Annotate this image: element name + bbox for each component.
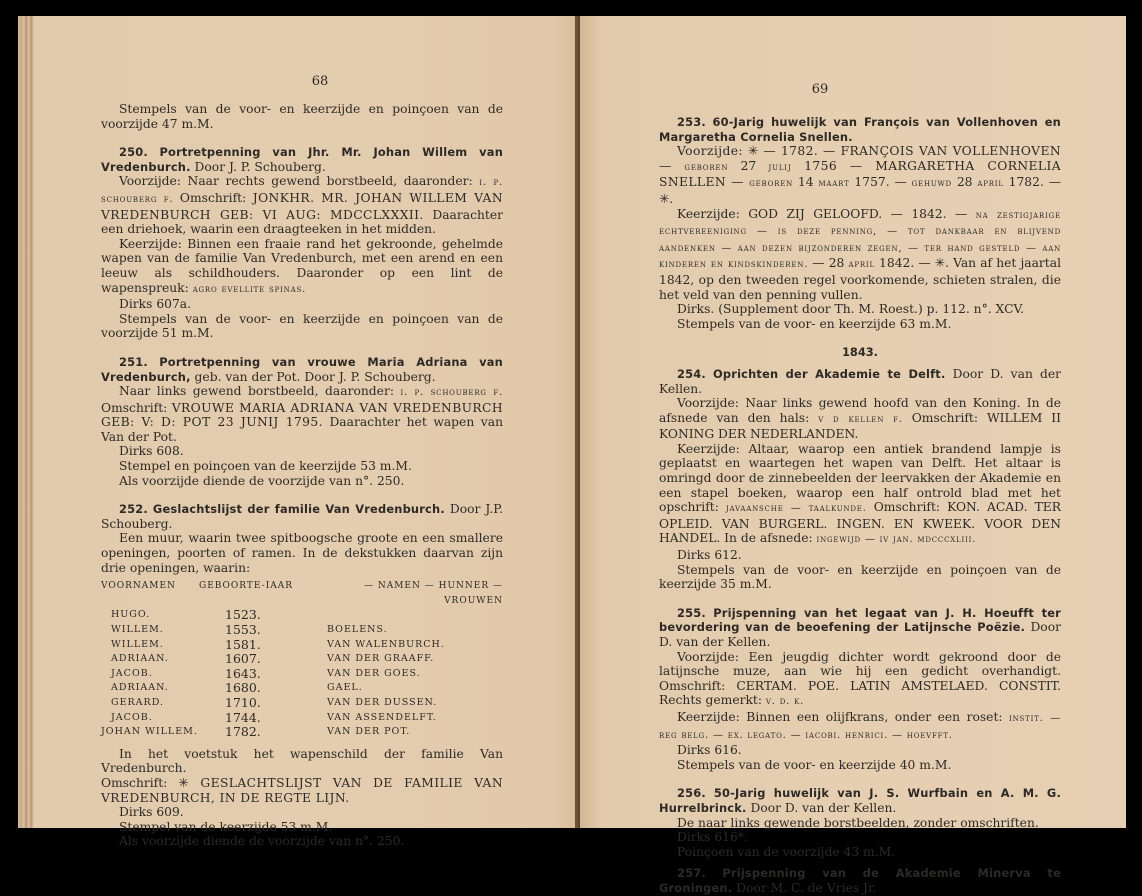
entry-number: 252. bbox=[119, 502, 148, 517]
entry-author: Door M. C. de Vries Jr. bbox=[736, 880, 877, 895]
entry-title: Portretpenning van vrouwe Maria Adriana van Vredenburch, bbox=[101, 354, 503, 384]
header-geboorte-jaar: GEBOORTE-IAAR bbox=[199, 581, 294, 592]
cell-year: 1680. bbox=[225, 680, 261, 696]
stempels-note: Stempels van de voor- en keerzijde 63 m.M. bbox=[677, 316, 952, 331]
genealogy-table bbox=[101, 579, 503, 740]
voorzijde-note: Als voorzijde diende de voorzijde van n°. 250. bbox=[119, 834, 405, 849]
cell-year: 1744. bbox=[225, 709, 261, 725]
entry-title: Prijspenning van het legaat van J. H. Hoeufft ter bevordering van de beoefening der Latijnsche Poëzie. bbox=[659, 605, 1061, 635]
table-row bbox=[101, 725, 503, 740]
entry-title: Prijspenning van de Akademie Minerva te Groningen. bbox=[659, 866, 1061, 895]
entry-255 bbox=[659, 606, 1061, 773]
cell-wife: VAN WALENBURCH. bbox=[327, 638, 445, 650]
table-row bbox=[101, 638, 503, 653]
entry-title: 50-Jarig huwelijk van J. S. Wurfbain en A. M. G. Hurrelbrinck. bbox=[659, 786, 1061, 815]
dirks-reference: Dirks 607a. bbox=[119, 297, 192, 312]
entry-author: Door D. van der Kellen. bbox=[659, 366, 1061, 396]
cell-year: 1710. bbox=[225, 694, 261, 710]
keerzijde-paragraph: Keerzijde: Binnen een fraaie rand het gekroonde, gehelmde wapen van de familie Van Vredenburch, met een arend en een leeuw als schildhouders. Daaronder op een lint de wapenspreuk: agro evellite spinas. bbox=[101, 236, 503, 295]
cell-wife: VAN DER GOES. bbox=[327, 667, 421, 679]
keerzijde-paragraph: Keerzijde: Binnen een olijfkrans, onder een roset: instit. — reg belg. — ex. legato. — iacobi. henrici. — hoevfft. bbox=[659, 709, 1061, 741]
cell-name: WILLEM. bbox=[111, 638, 164, 650]
cell-name: GERARD. bbox=[111, 696, 164, 708]
entry-author: geb. van der Pot. Door J. P. Schouberg. bbox=[194, 369, 436, 384]
table-row bbox=[101, 711, 503, 726]
stempels-note: Stempels van de voor- en keerzijde en poinçoen van de voorzijde 51 m.M. bbox=[101, 311, 503, 341]
dirks-reference: Dirks 616*. bbox=[677, 830, 748, 845]
table-row bbox=[101, 652, 503, 667]
entry-256 bbox=[659, 786, 1061, 859]
left-page bbox=[18, 16, 577, 849]
entry-number: 256. bbox=[677, 786, 706, 801]
dirks-reference: Dirks 616. bbox=[677, 743, 742, 758]
voorzijde-paragraph: Voorzijde: ✳ — 1782. — FRANÇOIS VAN VOLLENHOVEN — geboren 27 julij 1756 — MARGARETHA CORNELIA SNELLEN — geboren 14 maart 1757. — gehuwd 28 april 1782. — ✳. bbox=[659, 144, 1062, 206]
poincoen-note: Poinçoen van de voorzijde 43 m.M. bbox=[677, 844, 896, 859]
body-paragraph: De naar links gewende borstbeelden, zonder omschriften. bbox=[677, 815, 1039, 830]
table-row bbox=[101, 667, 503, 682]
genealogy-rows bbox=[101, 608, 503, 739]
cell-wife: VAN ASSENDELFT. bbox=[327, 711, 437, 723]
table-row bbox=[101, 681, 503, 696]
cell-wife: VAN DER DUSSEN. bbox=[327, 696, 438, 708]
cell-year: 1553. bbox=[225, 622, 261, 637]
entry-number: 257. bbox=[677, 866, 706, 881]
left-page-text bbox=[101, 102, 503, 849]
voorzijde-note: Als voorzijde diende de voorzijde van n°. 250. bbox=[119, 473, 405, 488]
entry-number: 251. bbox=[119, 354, 148, 369]
entry-257 bbox=[659, 866, 1061, 895]
entry-253 bbox=[659, 115, 1061, 331]
right-page-text bbox=[659, 115, 1061, 896]
body-paragraph: Naar links gewend borstbeeld, daaronder: i. p. schouberg f. Omschrift: VROUWE MARIA ADRIANA VAN VREDENBURCH GEB: V: D: POT 23 JUNIJ 1795. Daarachter het wapen van Van der Pot. bbox=[101, 384, 503, 444]
stempels-note: Stempels van de voor- en keerzijde 40 m.M. bbox=[677, 757, 952, 772]
header-voornamen: VOORNAMEN bbox=[101, 581, 176, 592]
open-book bbox=[18, 16, 1124, 895]
entry-author: Door J. P. Schouberg. bbox=[194, 159, 326, 174]
entry-number: 253. bbox=[677, 115, 706, 129]
entry-254 bbox=[659, 367, 1061, 592]
cell-wife: BOELENS. bbox=[327, 624, 388, 635]
cell-name: JOHAN WILLEM. bbox=[101, 726, 198, 738]
omschrift-paragraph: Omschrift: ✳ GESLACHTSLIJST VAN DE FAMILIE VAN VREDENBURCH, IN DE REGTE LIJN. bbox=[101, 775, 503, 805]
keerzijde-paragraph: Keerzijde: GOD ZIJ GELOOFD. — 1842. — na zestigjarige echtvereeniging — is deze penning, — tot dankbaar en blijvend aandenken — aan dezen bijzonderen zegen, — ter hand gesteld — aan kinderen en kindskinderen. — 28 april 1842. — ✳. Van af het jaartal 1842, op den tweeden regel voorkomende, schieten stralen, die het veld van den penning vullen. bbox=[659, 206, 1061, 302]
keerzijde-paragraph: Keerzijde: Altaar, waarop een antiek brandend lampje is geplaatst en waartegen het wapen van Delft. Het altaar is omringd door de zinnebeelden der leervakken der Akademie en een stapel boeken, waarop een half ontrold blad met het opschrift: javaansche — taalkunde. Omschrift: KON. ACAD. TER OPLEID. VAN BURGERL. INGEN. EN KWEEK. VOOR DEN HANDEL. In de afsnede: ingewijd — iv jan. mdcccxliii. bbox=[659, 441, 1062, 546]
dirks-reference: Dirks 612. bbox=[677, 548, 742, 563]
cell-year: 1607. bbox=[225, 651, 261, 667]
cell-name: JACOB. bbox=[111, 667, 153, 679]
entry-250 bbox=[101, 145, 503, 341]
cell-name: JACOB. bbox=[111, 711, 153, 723]
cell-year: 1581. bbox=[225, 636, 261, 652]
page-number: 69 bbox=[811, 82, 829, 97]
voorzijde-paragraph: Voorzijde: Naar rechts gewend borstbeeld, daaronder: i. p. schouberg f. Omschrift: JONKHR. MR. JOHAN WILLEM VAN VREDENBURCH GEB: VI AUG: MDCCLXXXII. Daarachter een driehoek, waarin een draagteeken in het midden. bbox=[101, 174, 503, 237]
header-vrouwen: — NAMEN — HUNNER — VROUWEN bbox=[363, 581, 503, 606]
cell-wife: VAN DER POT. bbox=[327, 726, 411, 738]
body-paragraph: Een muur, waarin twee spitboogsche groote en een smallere openingen, poorten of ramen. In de dekstukken daarvan zijn drie openingen, waarin: bbox=[101, 531, 503, 575]
entry-title: 60-Jarig huwelijk van François van Vollenhoven en Margaretha Cornelia Snellen. bbox=[659, 115, 1061, 144]
table-row bbox=[101, 608, 503, 623]
cell-wife: VAN DER GRAAFF. bbox=[327, 653, 435, 665]
entry-title: Geslachtslijst der familie Van Vredenburch. bbox=[152, 502, 445, 517]
dirks-reference: Dirks 608. bbox=[119, 444, 184, 459]
entry-number: 254. bbox=[677, 366, 706, 381]
entry-title: Portretpenning van Jhr. Mr. Johan Willem van Vredenburch. bbox=[101, 145, 504, 174]
continuation-line: Stempels van de voor- en keerzijde en poinçoen van de voorzijde 47 m.M. bbox=[101, 102, 503, 131]
cell-name: ADRIAAN. bbox=[111, 682, 169, 694]
stempel-note: Stempel van de keerzijde 53 m.M. bbox=[119, 819, 333, 834]
table-row bbox=[101, 696, 503, 711]
entry-252 bbox=[101, 502, 503, 849]
entry-number: 250. bbox=[119, 145, 148, 160]
cell-name: WILLEM. bbox=[111, 624, 164, 635]
cell-year: 1782. bbox=[225, 724, 261, 740]
cell-name: ADRIAAN. bbox=[111, 653, 169, 665]
after-table-paragraph: In het voetstuk het wapenschild der familie Van Vredenburch. bbox=[101, 746, 503, 776]
dirks-reference: Dirks 609. bbox=[119, 805, 184, 820]
cell-year: 1523. bbox=[225, 607, 261, 623]
year-heading: 1843. bbox=[841, 345, 879, 360]
voorzijde-paragraph: Voorzijde: Een jeugdig dichter wordt gekroond door de latijnsche muze, aan wie hij een gedicht overhandigt. Omschrift: CERTAM. POE. LATIN AMSTELAED. CONSTIT. Rechts gemerkt: v. d. k. bbox=[659, 649, 1061, 708]
cell-wife: GAEL. bbox=[327, 682, 363, 694]
stempel-note: Stempel en poinçoen van de keerzijde 53 m.M. bbox=[119, 459, 412, 474]
dirks-reference: Dirks. (Supplement door Th. M. Roest.) p. 112. n°. XCV. bbox=[677, 302, 1025, 317]
entry-author: Door J.P. Schouberg. bbox=[101, 502, 503, 531]
cell-wife bbox=[311, 608, 503, 623]
entry-title: Oprichten der Akademie te Delft. bbox=[713, 366, 946, 381]
table-header-row bbox=[101, 579, 503, 608]
page-number: 68 bbox=[311, 74, 329, 89]
table-row bbox=[101, 623, 503, 638]
voorzijde-paragraph: Voorzijde: Naar links gewend hoofd van den Koning. In de afsnede van den hals: v d kellen f. Omschrift: WILLEM II KONING DER NEDERLANDEN. bbox=[659, 396, 1061, 442]
stempels-note: Stempels van de voor- en keerzijde en poinçoen van de keerzijde 35 m.M. bbox=[659, 562, 1061, 592]
right-page bbox=[578, 16, 1126, 895]
cell-year: 1643. bbox=[225, 665, 261, 681]
entry-number: 255. bbox=[677, 605, 706, 620]
entry-251 bbox=[101, 355, 503, 488]
entry-author: Door D. van der Kellen. bbox=[750, 800, 897, 815]
cell-name: HUGO. bbox=[111, 609, 151, 621]
entry-author: Door D. van der Kellen. bbox=[659, 620, 1061, 649]
